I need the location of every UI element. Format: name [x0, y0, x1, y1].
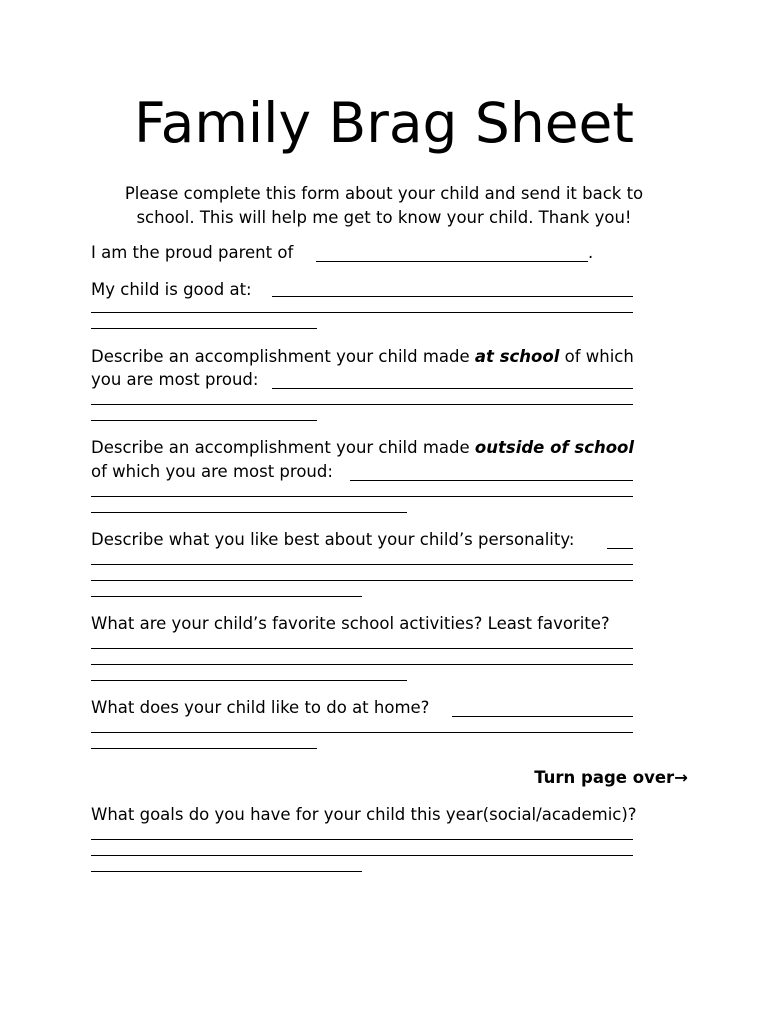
- answer-line-school-1[interactable]: [272, 388, 633, 389]
- answer-line-personality-3[interactable]: [91, 580, 633, 581]
- question-proud-parent: I am the proud parent of: [91, 243, 294, 262]
- answer-line-school-2[interactable]: [91, 404, 633, 405]
- school-q-emphasis: at school: [474, 347, 560, 366]
- answer-line-activities-2[interactable]: [91, 664, 633, 665]
- school-q-part-2: of which: [559, 347, 634, 366]
- answer-line-outside-3[interactable]: [91, 512, 407, 513]
- turn-page-label: Turn page over: [534, 768, 675, 787]
- answer-line-goals-3[interactable]: [91, 871, 362, 872]
- arrow-right-icon: →: [674, 768, 688, 787]
- outside-q-emphasis: outside of school: [474, 438, 635, 457]
- answer-line-activities-1[interactable]: [91, 648, 633, 649]
- answer-line-outside-2[interactable]: [91, 496, 633, 497]
- answer-line-outside-1[interactable]: [350, 480, 633, 481]
- proud-parent-period: .: [588, 243, 594, 262]
- answer-line-personality-4[interactable]: [91, 596, 362, 597]
- question-school-accomplishment: [91, 346, 634, 368]
- school-q-part-1: Describe an accomplishment your child made: [91, 347, 475, 366]
- answer-line-goals-1[interactable]: [91, 839, 633, 840]
- intro-line-2: school. This will help me get to know your child. Thank you!: [136, 208, 632, 227]
- answer-line-activities-3[interactable]: [91, 680, 407, 681]
- outside-q-part-1: Describe an accomplishment your child made: [91, 438, 475, 457]
- answer-line-goals-2[interactable]: [91, 855, 633, 856]
- intro-text: [90, 182, 678, 230]
- question-good-at: My child is good at:: [91, 280, 252, 299]
- question-outside-accomplishment-line-2: of which you are most proud:: [91, 462, 333, 481]
- answer-line-school-3[interactable]: [91, 420, 317, 421]
- answer-line-good-at-2[interactable]: [91, 312, 633, 313]
- question-personality: Describe what you like best about your child’s personality:: [91, 530, 575, 549]
- answer-line-home-2[interactable]: [91, 732, 633, 733]
- answer-line-personality-2[interactable]: [91, 564, 633, 565]
- question-school-activities: What are your child’s favorite school activities? Least favorite?: [91, 614, 610, 633]
- answer-line-home-1[interactable]: [452, 716, 633, 717]
- answer-line-good-at-3[interactable]: [91, 328, 317, 329]
- question-school-accomplishment-line-2: you are most proud:: [91, 370, 259, 389]
- answer-line-proud-parent[interactable]: [316, 261, 588, 262]
- answer-line-good-at-1[interactable]: [272, 296, 633, 297]
- answer-line-home-3[interactable]: [91, 748, 317, 749]
- turn-page-over: [534, 767, 688, 789]
- intro-line-1: Please complete this form about your child and send it back to: [124, 184, 644, 203]
- answer-line-personality-1[interactable]: [607, 548, 633, 549]
- question-goals: What goals do you have for your child this year(social/academic)?: [91, 805, 637, 824]
- page-title: Family Brag Sheet: [134, 91, 634, 155]
- question-outside-accomplishment: [91, 437, 634, 459]
- question-at-home: What does your child like to do at home?: [91, 698, 430, 717]
